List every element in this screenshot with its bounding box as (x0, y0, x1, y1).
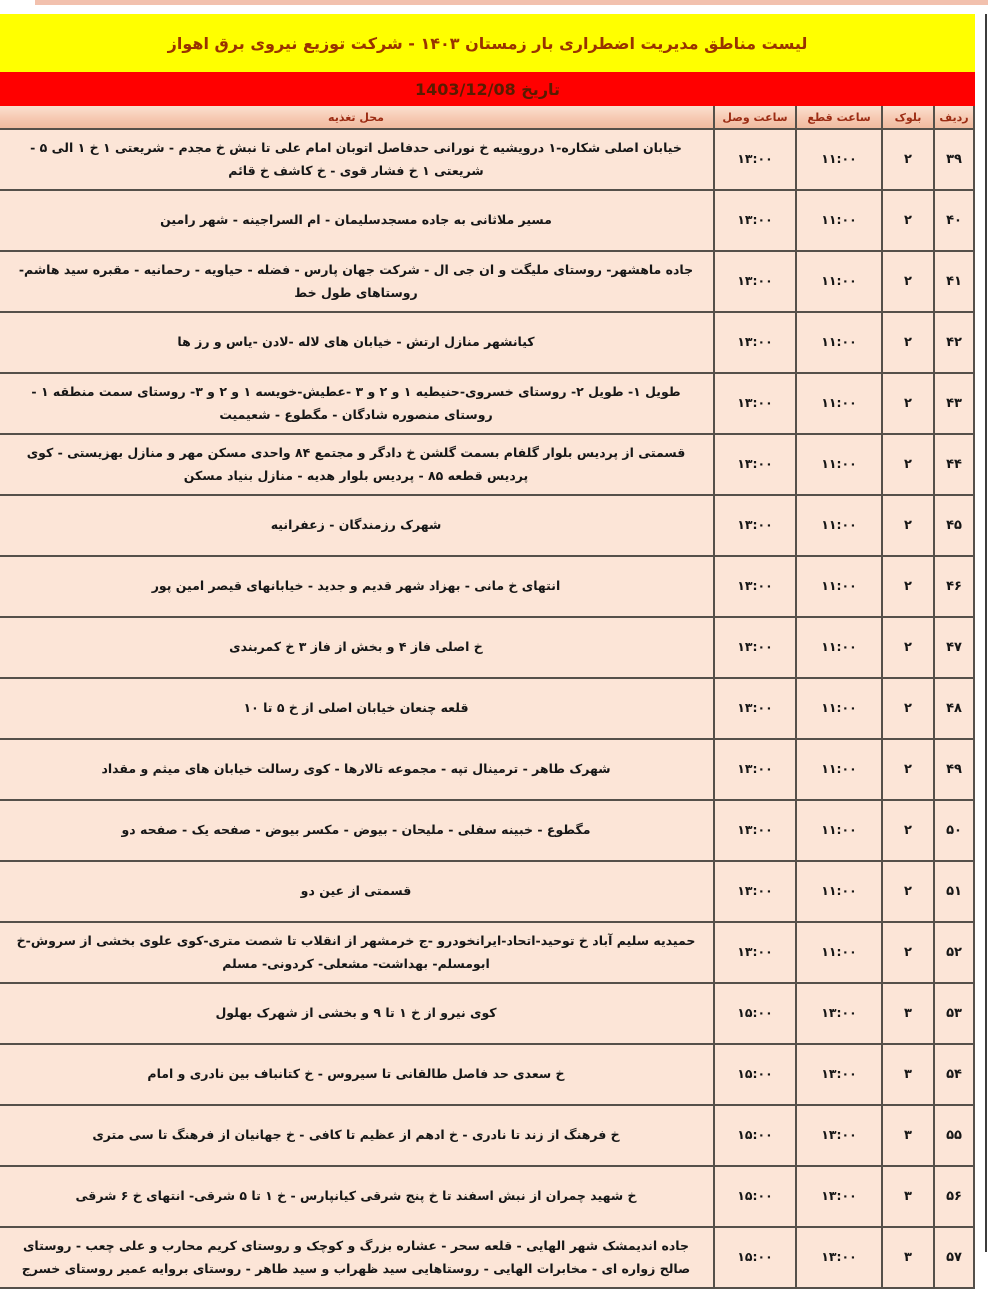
table-row (0, 739, 974, 800)
cell-reconnect-time: ۱۳:۰۰ (714, 190, 796, 251)
cell-block: ۲ (882, 312, 934, 373)
outage-table (0, 106, 975, 1289)
cell-block: ۲ (882, 129, 934, 190)
cell-row-number: ۴۱ (934, 251, 974, 312)
cell-row-number: ۵۳ (934, 983, 974, 1044)
cell-block: ۳ (882, 1105, 934, 1166)
cell-location: حمیدیه سلیم آباد خ توحید-اتحاد-ایرانخودرو -ج خرمشهر از انقلاب تا شصت متری-کوی علوی بخشی از سروش-خ ابومسلم- بهداشت- مشعلی- کردونی- مسلم (0, 922, 714, 983)
cell-cut-time: ۱۱:۰۰ (796, 922, 882, 983)
cell-cut-time: ۱۱:۰۰ (796, 190, 882, 251)
cell-location: قلعه چنعان خیابان اصلی از خ ۵ تا ۱۰ (0, 678, 714, 739)
cell-block: ۲ (882, 617, 934, 678)
table-row (0, 1105, 974, 1166)
cell-cut-time: ۱۳:۰۰ (796, 1166, 882, 1227)
table-row (0, 190, 974, 251)
cell-location: خ شهید چمران از نبش اسفند تا خ پنج شرقی کیانپارس - خ ۱ تا ۵ شرقی- انتهای خ ۶ شرقی (0, 1166, 714, 1227)
cell-cut-time: ۱۳:۰۰ (796, 983, 882, 1044)
table-row (0, 1166, 974, 1227)
cell-cut-time: ۱۳:۰۰ (796, 1044, 882, 1105)
cell-cut-time: ۱۱:۰۰ (796, 800, 882, 861)
table-row (0, 922, 974, 983)
cell-block: ۲ (882, 434, 934, 495)
right-edge-line (985, 14, 987, 1252)
table-row (0, 251, 974, 312)
cell-cut-time: ۱۳:۰۰ (796, 1105, 882, 1166)
cell-cut-time: ۱۱:۰۰ (796, 434, 882, 495)
cell-reconnect-time: ۱۳:۰۰ (714, 556, 796, 617)
cell-location: جاده ماهشهر- روستای ملیگت و ان جی ال - شرکت جهان پارس - فضله - حیاویه - رحمانیه - مقبره سید هاشم- روستاهای طول خط (0, 251, 714, 312)
cell-block: ۳ (882, 1227, 934, 1288)
cell-reconnect-time: ۱۵:۰۰ (714, 1227, 796, 1288)
date-banner (0, 72, 975, 106)
col-header-reconnect-time: ساعت وصل (714, 106, 796, 129)
top-edge-strip (35, 0, 988, 5)
cell-row-number: ۵۲ (934, 922, 974, 983)
cell-block: ۲ (882, 373, 934, 434)
cell-block: ۲ (882, 800, 934, 861)
cell-reconnect-time: ۱۳:۰۰ (714, 251, 796, 312)
cell-location: شهرک طاهر - ترمینال تپه - مجموعه تالارها - کوی رسالت خیابان های میثم و مقداد (0, 739, 714, 800)
table-header-row (0, 106, 974, 129)
cell-reconnect-time: ۱۳:۰۰ (714, 373, 796, 434)
col-header-location: محل تغذیه (0, 106, 714, 129)
cell-row-number: ۴۶ (934, 556, 974, 617)
cell-block: ۲ (882, 678, 934, 739)
cell-row-number: ۴۴ (934, 434, 974, 495)
cell-block: ۳ (882, 983, 934, 1044)
cell-block: ۲ (882, 190, 934, 251)
col-header-row-number: ردیف (934, 106, 974, 129)
cell-reconnect-time: ۱۳:۰۰ (714, 678, 796, 739)
cell-reconnect-time: ۱۳:۰۰ (714, 434, 796, 495)
table-row (0, 495, 974, 556)
cell-reconnect-time: ۱۵:۰۰ (714, 1105, 796, 1166)
cell-reconnect-time: ۱۳:۰۰ (714, 617, 796, 678)
table-row (0, 434, 974, 495)
table-row (0, 800, 974, 861)
table-row (0, 373, 974, 434)
cell-reconnect-time: ۱۳:۰۰ (714, 129, 796, 190)
cell-row-number: ۴۸ (934, 678, 974, 739)
table-row (0, 617, 974, 678)
table-row (0, 312, 974, 373)
cell-reconnect-time: ۱۳:۰۰ (714, 739, 796, 800)
cell-location: کیانشهر منازل ارتش - خیابان های لاله -لادن -یاس و رز ها (0, 312, 714, 373)
cell-reconnect-time: ۱۳:۰۰ (714, 312, 796, 373)
cell-location: مسیر ملاثانی به جاده مسجدسلیمان - ام السراجینه - شهر رامین (0, 190, 714, 251)
table-row (0, 1044, 974, 1105)
cell-row-number: ۵۰ (934, 800, 974, 861)
date-label: تاریخ 1403/12/08 (414, 79, 561, 99)
col-header-block: بلوک (882, 106, 934, 129)
cell-row-number: ۵۴ (934, 1044, 974, 1105)
cell-location: مگطوع - خبینه سفلی - ملیحان - بیوض - مکسر بیوض - صفحه یک - صفحه دو (0, 800, 714, 861)
cell-location: خ اصلی فاز ۴ و بخش از فاز ۳ خ کمربندی (0, 617, 714, 678)
page-title: لیست مناطق مدیریت اضطراری بار زمستان ۱۴۰۳ - شرکت توزیع نیروی برق اهواز (167, 33, 808, 53)
table-row (0, 983, 974, 1044)
cell-cut-time: ۱۱:۰۰ (796, 251, 882, 312)
cell-row-number: ۵۶ (934, 1166, 974, 1227)
cell-location: قسمتی از عین دو (0, 861, 714, 922)
cell-reconnect-time: ۱۵:۰۰ (714, 1044, 796, 1105)
cell-row-number: ۴۳ (934, 373, 974, 434)
table-row (0, 556, 974, 617)
cell-block: ۲ (882, 922, 934, 983)
cell-block: ۲ (882, 861, 934, 922)
cell-location: خ سعدی حد فاصل طالقانی تا سیروس - خ کتانباف بین نادری و امام (0, 1044, 714, 1105)
cell-cut-time: ۱۱:۰۰ (796, 678, 882, 739)
cell-reconnect-time: ۱۳:۰۰ (714, 922, 796, 983)
cell-cut-time: ۱۱:۰۰ (796, 739, 882, 800)
cell-location: قسمتی از پردیس بلوار گلفام بسمت گلشن خ دادگر و مجتمع ۸۴ واحدی مسکن مهر و منازل بهزیستی - کوی پردیس قطعه ۸۵ - پردیس بلوار هدیه - منازل بنیاد مسکن (0, 434, 714, 495)
cell-block: ۳ (882, 1166, 934, 1227)
cell-row-number: ۴۷ (934, 617, 974, 678)
cell-cut-time: ۱۳:۰۰ (796, 1227, 882, 1288)
cell-block: ۲ (882, 739, 934, 800)
cell-cut-time: ۱۱:۰۰ (796, 861, 882, 922)
cell-row-number: ۵۱ (934, 861, 974, 922)
cell-cut-time: ۱۱:۰۰ (796, 617, 882, 678)
title-banner (0, 14, 975, 72)
table-row (0, 1227, 974, 1288)
cell-row-number: ۴۲ (934, 312, 974, 373)
cell-reconnect-time: ۱۵:۰۰ (714, 983, 796, 1044)
cell-cut-time: ۱۱:۰۰ (796, 556, 882, 617)
cell-cut-time: ۱۱:۰۰ (796, 129, 882, 190)
cell-location: طویل ۱- طویل ۲- روستای خسروی-حنیطیه ۱ و ۲ و ۳ -عطیش-خویسه ۱ و ۲ و ۳- روستای سمت منطقه ۱ - روستای منصوره شادگان - مگطوع - شعیمیت (0, 373, 714, 434)
cell-row-number: ۵۷ (934, 1227, 974, 1288)
cell-row-number: ۴۰ (934, 190, 974, 251)
cell-row-number: ۴۵ (934, 495, 974, 556)
cell-reconnect-time: ۱۳:۰۰ (714, 861, 796, 922)
cell-location: جاده اندیمشک شهر الهایی - قلعه سحر - عشاره بزرگ و کوچک و روستای کریم محارب و علی چعب - روستای صالح زواره ای - مخابرات الهایی - روستاهایی سید ظهراب و سید طاهر - روستای بروایه عمیر روستای خسرج (0, 1227, 714, 1288)
table-row (0, 861, 974, 922)
cell-reconnect-time: ۱۳:۰۰ (714, 495, 796, 556)
cell-location: خ فرهنگ از زند تا نادری - خ ادهم از عظیم تا کافی - خ جهانیان از فرهنگ تا سی متری (0, 1105, 714, 1166)
cell-block: ۲ (882, 495, 934, 556)
cell-row-number: ۵۵ (934, 1105, 974, 1166)
cell-cut-time: ۱۱:۰۰ (796, 373, 882, 434)
cell-block: ۳ (882, 1044, 934, 1105)
cell-block: ۲ (882, 251, 934, 312)
cell-cut-time: ۱۱:۰۰ (796, 312, 882, 373)
table-row (0, 129, 974, 190)
cell-cut-time: ۱۱:۰۰ (796, 495, 882, 556)
cell-reconnect-time: ۱۳:۰۰ (714, 800, 796, 861)
cell-location: انتهای خ مانی - بهزاد شهر قدیم و جدید - خیابانهای قیصر امین پور (0, 556, 714, 617)
cell-block: ۲ (882, 556, 934, 617)
cell-location: خیابان اصلی شکاره-۱ درویشیه خ نورانی حدفاصل اتوبان امام علی تا نبش خ مجدم - شریعتی ۱ خ ۱ الی ۵ - شریعتی ۱ خ فشار قوی - خ کاشف خ قائم (0, 129, 714, 190)
cell-location: کوی نیرو از خ ۱ تا ۹ و بخشی از شهرک بهلول (0, 983, 714, 1044)
col-header-cut-time: ساعت قطع (796, 106, 882, 129)
cell-row-number: ۳۹ (934, 129, 974, 190)
table-row (0, 678, 974, 739)
cell-location: شهرک رزمندگان - زعفرانیه (0, 495, 714, 556)
cell-reconnect-time: ۱۵:۰۰ (714, 1166, 796, 1227)
cell-row-number: ۴۹ (934, 739, 974, 800)
